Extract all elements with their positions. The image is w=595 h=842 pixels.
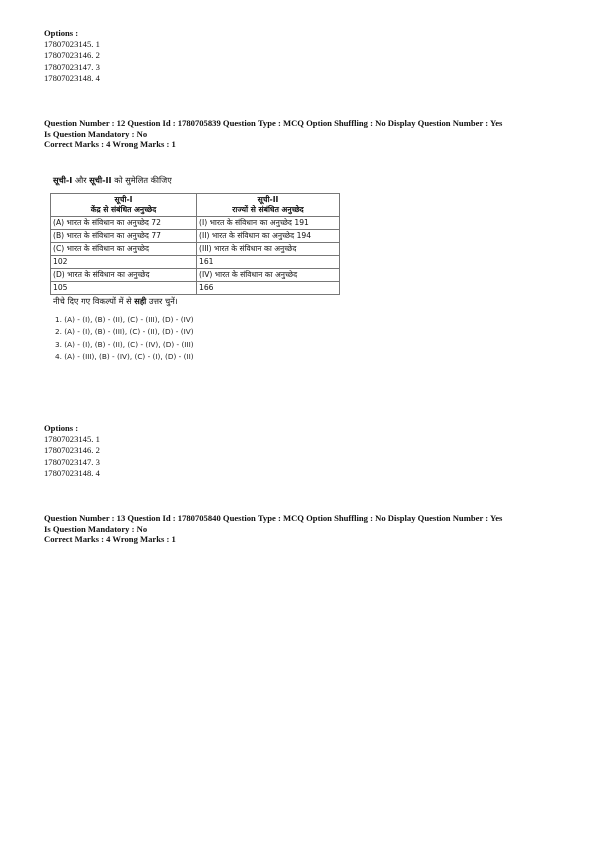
- option-item: 17807023145. 1: [44, 39, 100, 50]
- question-mandatory-line: Is Question Mandatory : No: [44, 523, 148, 534]
- options-block-q12: [44, 423, 100, 479]
- instruction-text: [53, 296, 350, 307]
- table-header-row: [51, 194, 340, 217]
- match-table: [50, 193, 340, 295]
- option-item: 17807023145. 1: [44, 434, 100, 445]
- options-label: Options :: [44, 28, 79, 38]
- answer-choice: 3. (A) - (I), (B) - (II), (C) - (IV), (D) - (III): [55, 339, 194, 349]
- list-1-ref: सूची-I: [53, 175, 73, 185]
- table-cell: (IV) भारत के संविधान का अनुच्छेद: [197, 269, 340, 282]
- answer-choice: 2. (A) - (I), (B) - (III), (C) - (II), (D) - (IV): [55, 327, 194, 337]
- list-2-title: सूची-II: [257, 195, 279, 204]
- prompt-text: को सुमेलित कीजिए: [111, 175, 172, 185]
- list-1-header: [51, 194, 197, 217]
- question-13-header: [44, 513, 559, 545]
- table-row: [51, 282, 340, 295]
- list-2-header: [197, 194, 340, 217]
- table-cell: (B) भारत के संविधान का अनुच्छेद 77: [51, 230, 197, 243]
- question-meta-line: Question Number : 12 Question Id : 1780705839 Question Type : MCQ Option Shuffling : No Display Question Number : Yes: [44, 118, 503, 128]
- option-item: 17807023146. 2: [44, 50, 100, 61]
- table-row: [51, 243, 340, 256]
- table-cell: 161: [197, 256, 340, 269]
- table-row: [51, 230, 340, 243]
- options-label: Options :: [44, 423, 79, 433]
- table-cell: (I) भारत के संविधान का अनुच्छेद 191: [197, 217, 340, 230]
- option-item: 17807023148. 4: [44, 467, 100, 478]
- answer-choice: 1. (A) - (I), (B) - (II), (C) - (III), (D) - (IV): [55, 315, 194, 324]
- table-cell: 105: [51, 282, 197, 295]
- question-prompt: [53, 174, 350, 187]
- option-item: 17807023147. 3: [44, 456, 100, 467]
- table-row: [51, 217, 340, 230]
- list-1-subtitle: केंद्र से संबंधित अनुच्छेद: [90, 205, 157, 214]
- options-block-previous: [44, 28, 100, 84]
- table-cell: (D) भारत के संविधान का अनुच्छेद: [51, 269, 197, 282]
- list-1-title: सूची-I: [114, 195, 133, 204]
- option-item: 17807023148. 4: [44, 72, 100, 83]
- instruction-pre: नीचे दिए गए विकल्पों में से: [53, 296, 135, 306]
- instruction-post: उत्तर चुनें।: [146, 296, 178, 306]
- table-cell: 166: [197, 282, 340, 295]
- table-cell: (II) भारत के संविधान का अनुच्छेद 194: [197, 230, 340, 243]
- table-cell: (A) भारत के संविधान का अनुच्छेद 72: [51, 217, 197, 230]
- question-mandatory-line: Is Question Mandatory : No: [44, 128, 148, 139]
- prompt-connector: और: [72, 175, 90, 185]
- question-marks-line: Correct Marks : 4 Wrong Marks : 1: [44, 139, 176, 150]
- table-cell: 102: [51, 256, 197, 269]
- question-12-header: [44, 118, 559, 150]
- question-12-body: [50, 174, 350, 364]
- option-item: 17807023146. 2: [44, 445, 100, 456]
- question-meta-line: Question Number : 13 Question Id : 1780705840 Question Type : MCQ Option Shuffling : No Display Question Number : Yes: [44, 513, 503, 523]
- table-cell: (C) भारत के संविधान का अनुच्छेद: [51, 243, 197, 256]
- answer-choices: [55, 314, 350, 364]
- instruction-emphasis: सही: [134, 296, 147, 306]
- list-2-ref: सूची-II: [89, 175, 112, 185]
- table-cell: (III) भारत के संविधान का अनुच्छेद: [197, 243, 340, 256]
- table-row: [51, 256, 340, 269]
- list-2-subtitle: राज्यों से संबंधित अनुच्छेद: [232, 205, 304, 214]
- answer-choice: 4. (A) - (III), (B) - (IV), (C) - (I), (D) - (II): [55, 352, 194, 362]
- option-item: 17807023147. 3: [44, 61, 100, 72]
- table-row: [51, 269, 340, 282]
- question-marks-line: Correct Marks : 4 Wrong Marks : 1: [44, 534, 176, 545]
